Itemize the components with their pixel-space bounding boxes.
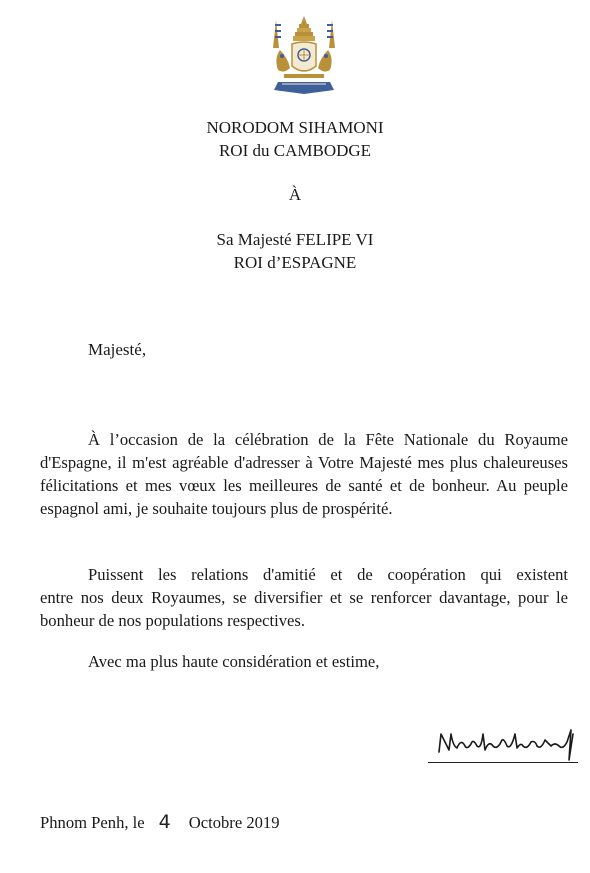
recipient-title: ROI d’ESPAGNE	[233, 253, 357, 272]
closing-line: Avec ma plus haute considération et estime,	[88, 652, 380, 671]
salutation: Majesté,	[88, 340, 147, 359]
date-line	[40, 811, 280, 833]
date-month-year: Octobre 2019	[188, 813, 280, 832]
royal-coat-of-arms-icon	[264, 14, 344, 100]
sender-name: NORODOM SIHAMONI	[206, 118, 384, 137]
paragraph-1-line-1: À l’occasion de la célébration de la Fête Nationale du Royaume	[88, 430, 568, 449]
recipient-name: Sa Majesté FELIPE VI	[216, 230, 374, 249]
handwritten-signature-icon	[437, 716, 585, 766]
date-day: 4	[158, 811, 171, 833]
paragraph-2-line-1: Puissent les relations d'amitié et de coopération qui existent	[88, 565, 568, 584]
paragraph-1-first-line	[88, 428, 568, 451]
sender-block	[0, 116, 590, 162]
paragraph-2-continuation: entre nos deux Royaumes, se diversifier et se renforcer davantage, pour le bonheur de nos populations respectives.	[40, 588, 568, 630]
date-place: Phnom Penh, le	[40, 813, 145, 832]
paragraph-1-continuation: d'Espagne, il m'est agréable d'adresser à Votre Majesté mes plus chaleureuses félicitations et mes vœux les meilleures de santé et de bonheur. Au peuple espagnol ami, je souhaite toujours plus de prospérité.	[40, 453, 568, 518]
sender-title: ROI du CAMBODGE	[218, 141, 372, 160]
paragraph-congratulations	[40, 428, 568, 520]
to-marker: À	[288, 185, 302, 204]
recipient-block	[0, 228, 590, 274]
paragraph-relations	[40, 563, 568, 632]
signature-underline	[428, 762, 578, 763]
